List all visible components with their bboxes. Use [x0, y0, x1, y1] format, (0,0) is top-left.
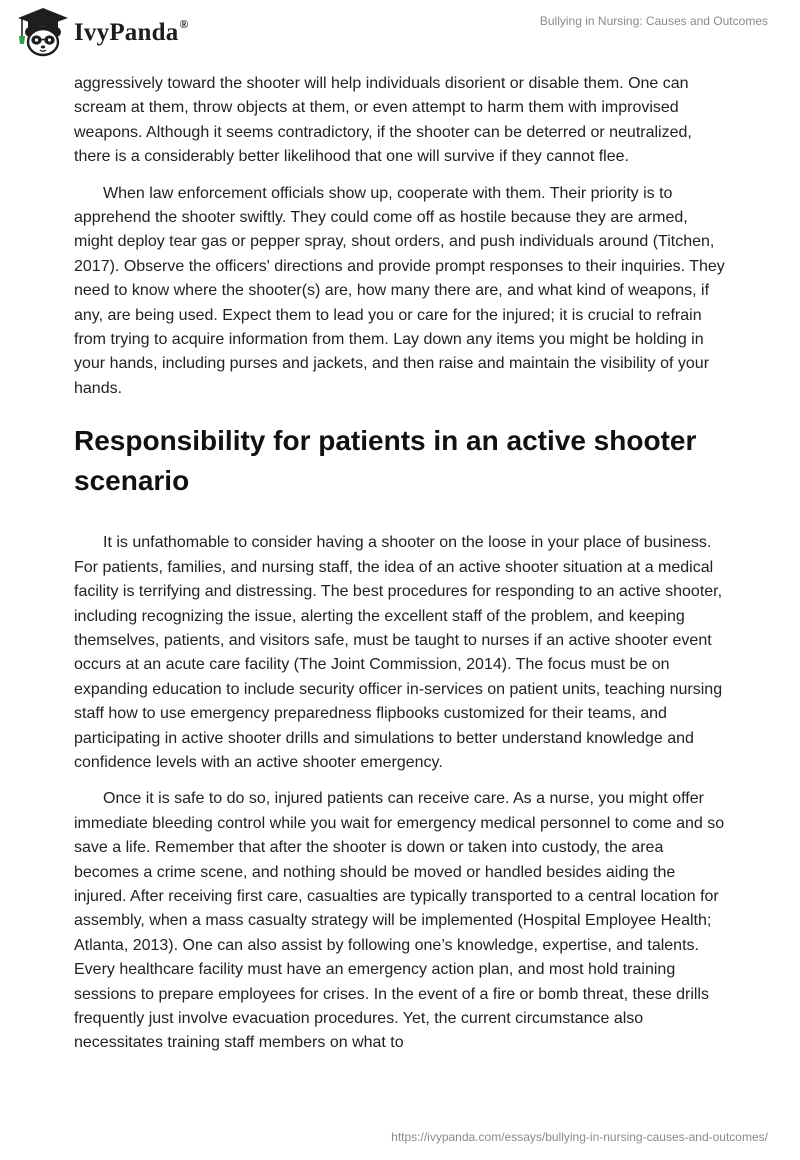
- brand-logo[interactable]: [14, 6, 189, 58]
- paragraph-3: It is unfathomable to consider having a shooter on the loose in your place of business. For patients, families, and nursing staff, the idea of an active shooter situation at a medical facility is terrifying and distressing. The best procedures for responding to an active shooter, including recognizing the issue, alerting the excellent staff of the problem, and keeping themselves, patients, and visitors safe, must be taught to nurses if an active shooter event occurs at an acute care facility (The Joint Commission, 2014). The focus must be on expanding education to include security officer in-services on patient units, teaching nursing staff how to use emergency preparedness flipbooks customized for their teams, and participating in active shooter drills and simulations to better understand knowledge and confidence levels with an active shooter emergency.: [74, 534, 723, 771]
- paragraph-2: When law enforcement officials show up, cooperate with them. Their priority is to apprehend the shooter swiftly. They could come off as hostile because they are armed, might deploy tear gas or pepper spray, shout orders, and push individuals around (Titchen, 2017). Observe the officers' directions and provide prompt responses to their inquiries. They need to know where the shooter(s) are, how many there are, and what kind of weapons, if any, are being used. Expect them to lead you or care for the injured; it is crucial to refrain from trying to acquire information from them. Lay down any items you might be holding in your hands, including purses and jackets, and then raise and maintain the visibility of your hands.: [74, 184, 725, 397]
- paragraph-1: aggressively toward the shooter will help individuals disorient or disable them. One can scream at them, throw objects at them, or even attempt to harm them with improvised weapons. Although it seems contradictory, if the shooter can be deterred or neutralized, there is a considerably better likelihood that one will survive if they cannot flee.: [74, 75, 692, 166]
- section-heading: Responsibility for patients in an active shooter scenario: [74, 425, 697, 497]
- essay-body: [74, 72, 728, 1068]
- paragraph-4: Once it is safe to do so, injured patients can receive care. As a nurse, you might offer immediate bleeding control while you wait for emergency medical personnel to come and so save a life. Remember that after the shooter is down or taken into custody, the area becomes a crime scene, and nothing should be moved or handled besides aiding the injured. After receiving first care, casualties are typically transported to a central location for assembly, when a mass casualty strategy will be implemented (Hospital Employee Health; Atlanta, 2013). One can also assist by following one’s knowledge, expertise, and talents. Every healthcare facility must have an emergency action plan, and most hold training sessions to prepare employees for crises. In the event of a fire or bomb threat, these drills frequently just involve evacuation procedures. Yet, the current circumstance also necessitates training staff members on what to: [74, 790, 725, 1052]
- brand-name: IvyPanda®: [74, 17, 189, 46]
- document-title: Bullying in Nursing: Causes and Outcomes: [539, 14, 768, 28]
- page-header: [0, 0, 800, 70]
- panda-graduate-icon: [14, 6, 72, 58]
- registered-mark: ®: [179, 17, 189, 31]
- source-url[interactable]: https://ivypanda.com/essays/bullying-in-nursing-causes-and-outcomes/: [391, 1130, 768, 1144]
